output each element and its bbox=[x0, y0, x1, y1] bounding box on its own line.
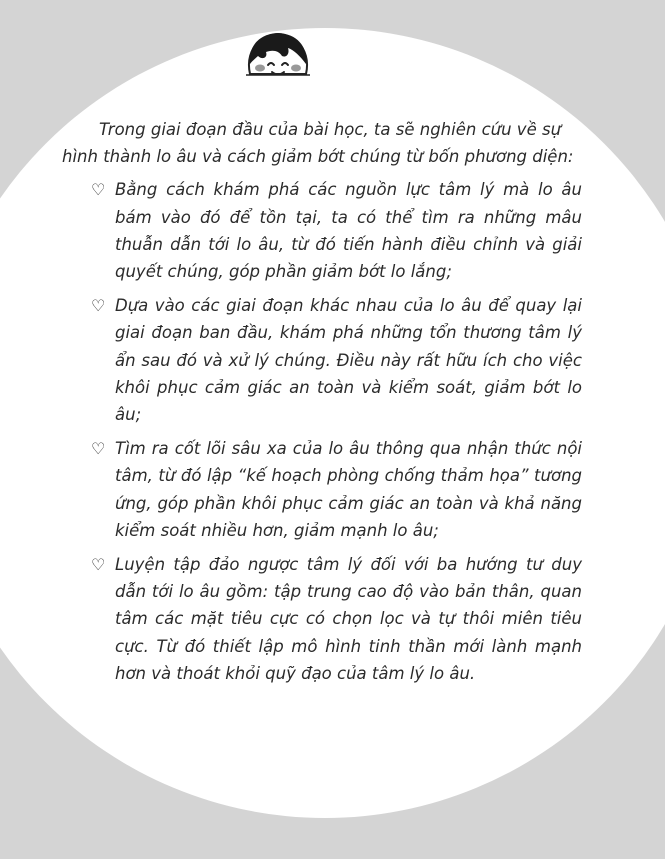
list-item-text: Tìm ra cốt lõi sâu xa của lo âu thông qua nhận thức nội tâm, từ đó lập “kế hoạch phòng chống thảm họa” tương ứng, góp phần khôi phục cảm giác an toàn và khả năng kiểm soát nhiều hơn, giảm mạnh lo âu; bbox=[115, 439, 582, 540]
heart-outline-icon: ♡ bbox=[91, 439, 106, 459]
list-item-text: Dựa vào các giai đoạn khác nhau của lo âu để quay lại giai đoạn ban đầu, khám phá những tổn thương tâm lý ẩn sau đó và xử lý chúng. Điều này rất hữu ích cho việc khôi phục cảm giác an toàn và kiểm soát, giảm bớt lo âu; bbox=[115, 296, 582, 425]
smiley-face-icon bbox=[242, 28, 314, 80]
heart-outline-icon: ♡ bbox=[91, 180, 106, 200]
list-item bbox=[62, 551, 582, 687]
page-text bbox=[62, 116, 582, 694]
heart-outline-icon: ♡ bbox=[91, 555, 106, 575]
list-item-text: Bằng cách khám phá các nguồn lực tâm lý mà lo âu bám vào đó để tồn tại, ta có thể tìm ra những mâu thuẫn dẫn tới lo âu, từ đó tiến hành điều chỉnh và giải quyết chúng, góp phần giảm bớt lo lắng; bbox=[115, 180, 582, 282]
list-item bbox=[62, 435, 582, 544]
heart-outline-icon: ♡ bbox=[91, 296, 106, 316]
bullet-list bbox=[62, 176, 582, 687]
intro-paragraph: Trong giai đoạn đầu của bài học, ta sẽ nghiên cứu về sự hình thành lo âu và cách giảm bớt chúng từ bốn phương diện: bbox=[62, 120, 574, 167]
list-item bbox=[62, 176, 582, 285]
list-item bbox=[62, 292, 582, 428]
list-item-text: Luyện tập đảo ngược tâm lý đối với ba hướng tư duy dẫn tới lo âu gồm: tập trung cao độ vào bản thân, quan tâm các mặt tiêu cực có chọn lọc và tự thôi miên tiêu cực. Từ đó thiết lập mô hình tinh thần mới lành mạnh hơn và thoát khỏi quỹ đạo của tâm lý lo âu. bbox=[115, 555, 582, 683]
